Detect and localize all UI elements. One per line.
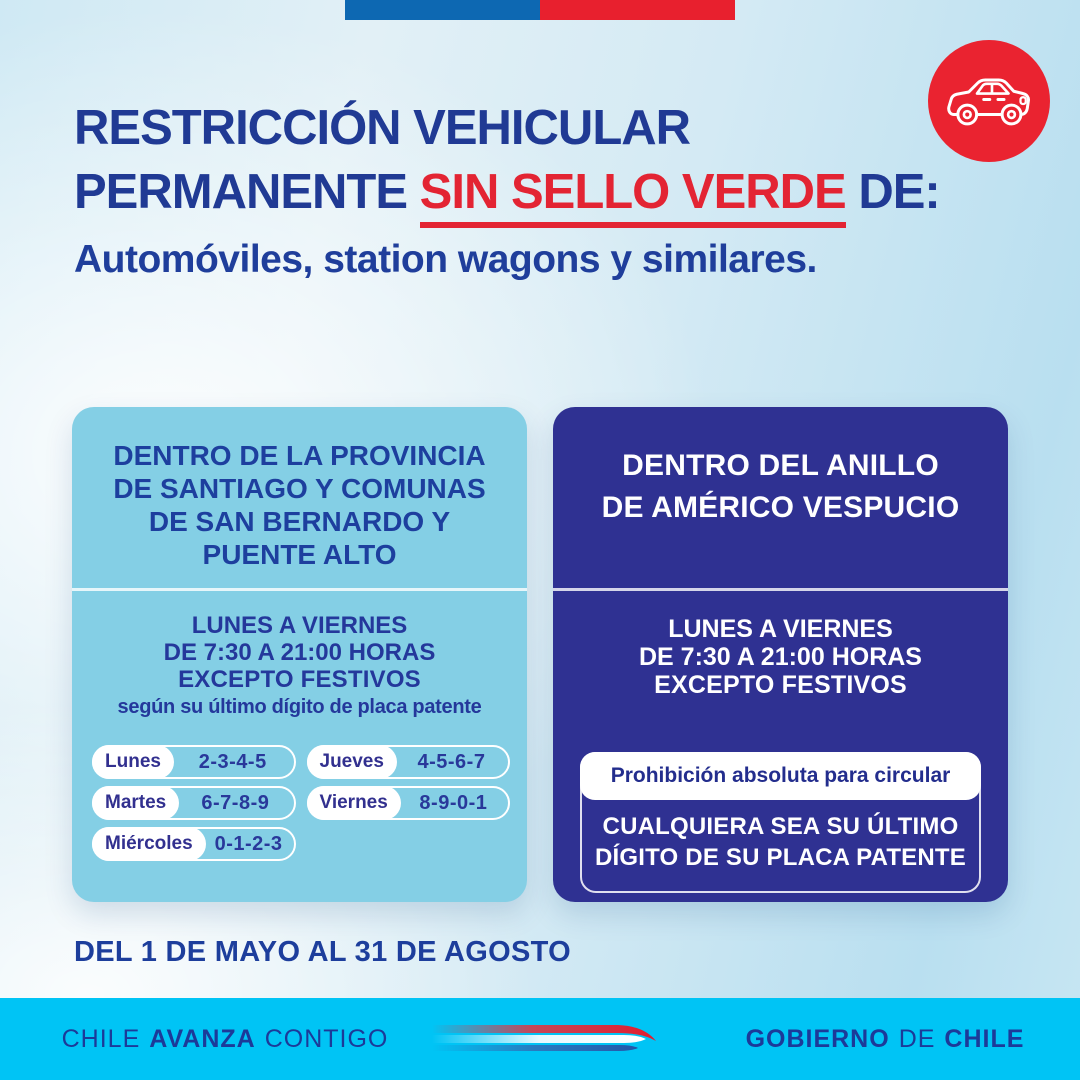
footer-gobierno-de-chile: GOBIERNO DE CHILE <box>745 1024 1025 1053</box>
prohibition-detail: CUALQUIERA SEA SU ÚLTIMO DÍGITO DE SU PLACA PATENTE <box>594 813 966 871</box>
day-digits: 4-5-6-7 <box>417 750 486 773</box>
day-column-1 <box>92 745 296 868</box>
right-card-title: DENTRO DEL ANILLO DE AMÉRICO VESPUCIO <box>601 449 960 524</box>
day-digit-table <box>92 745 510 868</box>
title-line-2: PERMANENTE SIN SELLO VERDE DE: <box>74 160 1014 224</box>
day-pill-viernes <box>307 786 511 820</box>
day-pill-martes <box>92 786 296 820</box>
left-card-schedule: LUNES A VIERNES DE 7:30 A 21:00 HORAS EXCEPTO FESTIVOS según su último dígito de placa patente <box>117 612 482 718</box>
flag-bar-blue <box>345 0 540 20</box>
day-digits: 6-7-8-9 <box>201 791 270 814</box>
left-card-title: DENTRO DE LA PROVINCIA DE SANTIAGO Y COMUNAS DE SAN BERNARDO Y PUENTE ALTO <box>113 440 486 570</box>
validity-period: DEL 1 DE MAYO AL 31 DE AGOSTO <box>74 936 571 968</box>
prohibition-label: Prohibición absoluta para circular <box>580 752 981 800</box>
right-card-schedule: LUNES A VIERNES DE 7:30 A 21:00 HORAS EXCEPTO FESTIVOS <box>639 615 922 699</box>
page-title <box>74 96 1014 224</box>
card-anillo-vespucio <box>553 407 1008 902</box>
day-pill-lunes <box>92 745 296 779</box>
title-line-1: RESTRICCIÓN VEHICULAR <box>74 101 691 155</box>
day-pill-miercoles <box>92 827 296 861</box>
card-divider <box>72 588 527 591</box>
day-label: Jueves <box>307 745 397 779</box>
flag-bar-red <box>540 0 735 20</box>
day-pill-jueves <box>307 745 511 779</box>
subtitle: Automóviles, station wagons y similares. <box>74 238 817 281</box>
day-label: Viernes <box>307 786 401 820</box>
flag-swoosh-icon <box>428 1022 662 1056</box>
chile-flag-bar <box>345 0 735 20</box>
card-divider <box>553 588 1008 591</box>
highlight-sin-sello-verde: SIN SELLO VERDE <box>420 165 846 228</box>
day-digits: 2-3-4-5 <box>198 750 267 773</box>
footer-chile-avanza-contigo: CHILE AVANZA CONTIGO <box>61 1024 389 1053</box>
day-column-2 <box>307 745 511 868</box>
day-label: Lunes <box>92 745 174 779</box>
footer-band <box>0 998 1080 1080</box>
day-label: Martes <box>92 786 179 820</box>
day-digits: 8-9-0-1 <box>419 791 488 814</box>
day-digits: 0-1-2-3 <box>214 832 283 855</box>
card-provincia-santiago <box>72 407 527 902</box>
prohibition-box <box>580 752 981 893</box>
day-label: Miércoles <box>92 827 206 861</box>
